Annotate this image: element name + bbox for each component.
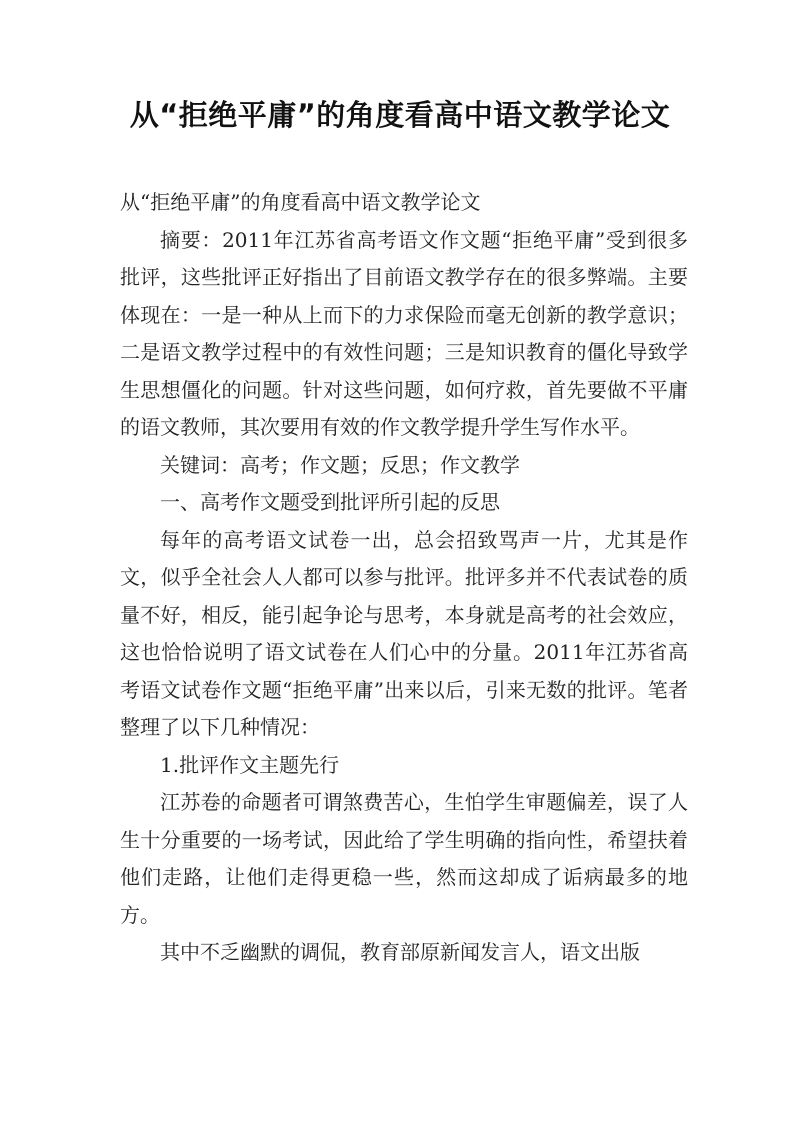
section-heading-1: 一、高考作文题受到批评所引起的反思 — [160, 490, 500, 514]
abstract-paragraph: 摘要：2011年江苏省高考语文作文题“拒绝平庸”受到很多批评，这些批评正好指出了目前语文教学存在的很多弊端。主要体现在：一是一种从上而下的力求保险而毫无创新的教学意识；二是语文教学过程中的有效性问题；三是知识教育的僵化导致学生思想僵化的问题。针对这些问题，如何疗救，首先要做不平庸的语文教师，其次要用有效的作文教学提升学生写作水平。 — [120, 227, 688, 439]
document-title: 从“拒绝平庸”的角度看高中语文教学论文 — [129, 98, 671, 132]
body-paragraph: 其中不乏幽默的调侃，教育部原新闻发言人，语文出版 — [160, 940, 640, 964]
keywords-paragraph: 关键词：高考；作文题；反思；作文教学 — [160, 452, 520, 477]
subsection-heading-1: 1.批评作文主题先行 — [160, 752, 340, 777]
body-paragraph: 每年的高考语文试卷一出，总会招致骂声一片，尤其是作文，似乎全社会人人都可以参与批评。批评多并不代表试卷的质量不好，相反，能引起争论与思考，本身就是高考的社会效应，这也恰恰说明了语文试卷在人们心中的分量。2011年江苏省高考语文试卷作文题“拒绝平庸”出来以后，引来无数的批评。笔者整理了以下几种情况： — [120, 527, 688, 739]
document-body — [120, 184, 688, 972]
subtitle-paragraph: 从“拒绝平庸”的角度看高中语文教学论文 — [120, 190, 481, 214]
body-paragraph: 江苏卷的命题者可谓煞费苦心，生怕学生审题偏差，误了人生十分重要的一场考试，因此给了学生明确的指向性，希望扶着他们走路，让他们走得更稳一些，然而这却成了诟病最多的地方。 — [120, 790, 688, 927]
